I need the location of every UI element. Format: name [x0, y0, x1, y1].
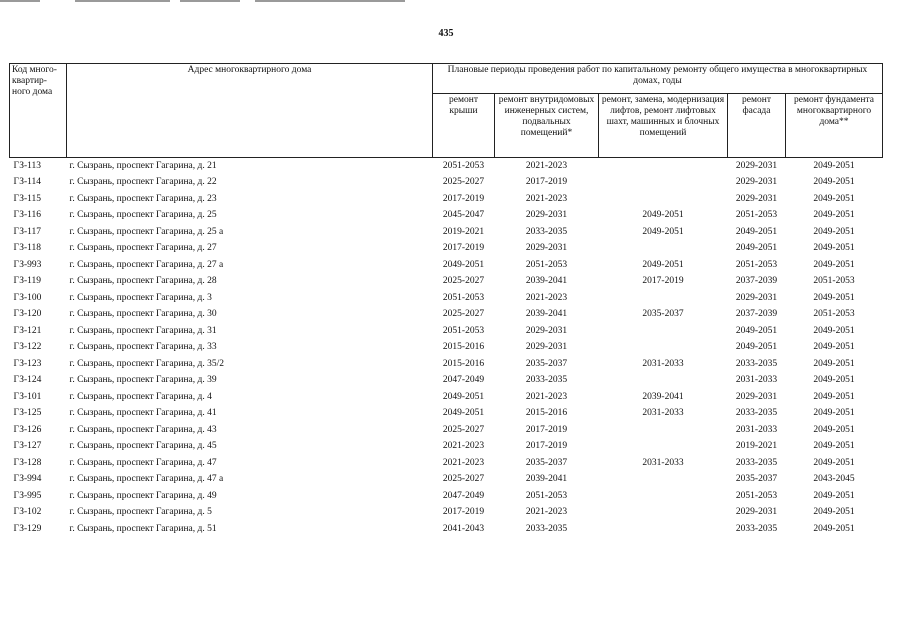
cell-code: ГЗ-117	[13, 226, 42, 237]
cell-facade: 2029-2031	[735, 160, 778, 171]
cell-engineering: 2029-2031	[525, 342, 568, 353]
cell-address: г. Сызрань, проспект Гагарина, д. 5	[69, 507, 212, 518]
cell-engineering: 2033-2035	[525, 523, 568, 534]
cell-roof: 2015-2016	[442, 342, 485, 353]
cell-code: ГЗ-993	[13, 259, 42, 270]
table-row	[10, 290, 883, 307]
table-row	[10, 455, 883, 472]
cell-code: ГЗ-128	[13, 457, 42, 468]
cell-elevators	[599, 191, 728, 208]
cell-foundation: 2049-2051	[813, 375, 855, 386]
cell-address: г. Сызрань, проспект Гагарина, д. 27 а	[69, 259, 224, 270]
cell-facade: 2049-2051	[735, 243, 778, 254]
cell-roof: 2025-2027	[442, 177, 485, 188]
cell-foundation: 2049-2051	[813, 259, 855, 270]
cell-engineering: 2039-2041	[525, 276, 568, 287]
cell-code: ГЗ-118	[13, 243, 42, 254]
cell-roof: 2051-2053	[442, 325, 485, 336]
cell-elevators	[599, 521, 728, 538]
cell-address: г. Сызрань, проспект Гагарина, д. 4	[69, 391, 212, 402]
cell-roof: 2017-2019	[442, 243, 485, 254]
cell-elevators: 2031-2033	[642, 408, 684, 419]
header-code: Код много-квартир-ного дома	[10, 64, 67, 158]
cell-engineering: 2035-2037	[525, 358, 568, 369]
cell-facade: 2037-2039	[735, 309, 778, 320]
cell-foundation: 2049-2051	[813, 160, 855, 171]
cell-roof: 2017-2019	[442, 193, 485, 204]
cell-roof: 2025-2027	[442, 474, 485, 485]
cell-address: г. Сызрань, проспект Гагарина, д. 31	[69, 325, 217, 336]
page-number: 435	[438, 28, 454, 39]
cell-code: ГЗ-126	[13, 424, 42, 435]
cell-address: г. Сызрань, проспект Гагарина, д. 41	[69, 408, 217, 419]
cell-facade: 2029-2031	[735, 391, 778, 402]
cell-code: ГЗ-119	[13, 276, 42, 287]
cell-facade: 2051-2053	[735, 210, 778, 221]
cell-roof: 2049-2051	[442, 391, 485, 402]
cell-roof: 2051-2053	[442, 292, 485, 303]
cell-foundation: 2049-2051	[813, 243, 855, 254]
header-roof: ремонт крыши	[433, 94, 495, 158]
capital-repair-table	[9, 63, 883, 538]
cell-engineering: 2029-2031	[525, 325, 568, 336]
scan-artifact	[255, 0, 405, 2]
cell-elevators: 2031-2033	[642, 358, 684, 369]
cell-roof: 2021-2023	[442, 457, 485, 468]
table-row	[10, 488, 883, 505]
cell-foundation: 2049-2051	[813, 408, 855, 419]
cell-address: г. Сызрань, проспект Гагарина, д. 3	[69, 292, 212, 303]
cell-address: г. Сызрань, проспект Гагарина, д. 43	[69, 424, 217, 435]
table-row	[10, 472, 883, 489]
cell-roof: 2015-2016	[442, 358, 485, 369]
cell-engineering: 2039-2041	[525, 309, 568, 320]
cell-foundation: 2049-2051	[813, 177, 855, 188]
header-facade: ремонт фасада	[728, 94, 786, 158]
cell-foundation: 2049-2051	[813, 342, 855, 353]
cell-engineering: 2039-2041	[525, 474, 568, 485]
cell-code: ГЗ-995	[13, 490, 42, 501]
cell-elevators: 2049-2051	[642, 210, 684, 221]
cell-address: г. Сызрань, проспект Гагарина, д. 49	[69, 490, 217, 501]
cell-roof: 2025-2027	[442, 276, 485, 287]
cell-engineering: 2015-2016	[525, 408, 568, 419]
cell-engineering: 2029-2031	[525, 243, 568, 254]
cell-engineering: 2017-2019	[525, 424, 568, 435]
cell-address: г. Сызрань, проспект Гагарина, д. 51	[69, 523, 217, 534]
cell-roof: 2045-2047	[442, 210, 485, 221]
cell-code: ГЗ-115	[13, 193, 42, 204]
cell-address: г. Сызрань, проспект Гагарина, д. 27	[69, 243, 217, 254]
cell-facade: 2033-2035	[735, 408, 778, 419]
cell-foundation: 2049-2051	[813, 523, 855, 534]
cell-roof: 2021-2023	[442, 441, 485, 452]
table-row	[10, 257, 883, 274]
table-row	[10, 323, 883, 340]
cell-elevators: 2035-2037	[642, 309, 684, 320]
cell-code: ГЗ-124	[13, 375, 42, 386]
cell-foundation: 2049-2051	[813, 358, 855, 369]
cell-foundation: 2049-2051	[813, 292, 855, 303]
cell-roof: 2047-2049	[442, 490, 485, 501]
scan-artifact	[0, 0, 40, 2]
cell-elevators	[599, 241, 728, 258]
cell-engineering: 2017-2019	[525, 441, 568, 452]
cell-roof: 2051-2053	[442, 160, 485, 171]
cell-roof: 2041-2043	[442, 523, 485, 534]
cell-facade: 2051-2053	[735, 490, 778, 501]
cell-address: г. Сызрань, проспект Гагарина, д. 47	[69, 457, 217, 468]
cell-facade: 2051-2053	[735, 259, 778, 270]
cell-elevators	[599, 373, 728, 390]
cell-code: ГЗ-129	[13, 523, 42, 534]
cell-elevators: 2049-2051	[642, 259, 684, 270]
cell-address: г. Сызрань, проспект Гагарина, д. 35/2	[69, 358, 224, 369]
cell-foundation: 2043-2045	[813, 474, 855, 485]
cell-foundation: 2051-2053	[813, 276, 855, 287]
cell-roof: 2047-2049	[442, 375, 485, 386]
cell-address: г. Сызрань, проспект Гагарина, д. 45	[69, 441, 217, 452]
table-row	[10, 208, 883, 225]
cell-foundation: 2049-2051	[813, 226, 855, 237]
table-body	[10, 158, 883, 538]
cell-code: ГЗ-116	[13, 210, 42, 221]
table-row	[10, 340, 883, 357]
table-row	[10, 356, 883, 373]
cell-code: ГЗ-120	[13, 309, 42, 320]
cell-facade: 2031-2033	[735, 375, 778, 386]
table-row	[10, 307, 883, 324]
cell-roof: 2019-2021	[442, 226, 485, 237]
cell-facade: 2029-2031	[735, 193, 778, 204]
cell-engineering: 2051-2053	[525, 259, 568, 270]
cell-code: ГЗ-121	[13, 325, 42, 336]
cell-roof: 2025-2027	[442, 309, 485, 320]
cell-foundation: 2049-2051	[813, 391, 855, 402]
cell-roof: 2049-2051	[442, 408, 485, 419]
cell-foundation: 2049-2051	[813, 457, 855, 468]
header-engineering: ремонт внутридомовых инженерных систем, подвальных помещений*	[495, 94, 599, 158]
cell-elevators	[599, 472, 728, 489]
cell-facade: 2037-2039	[735, 276, 778, 287]
cell-engineering: 2021-2023	[525, 160, 568, 171]
cell-engineering: 2035-2037	[525, 457, 568, 468]
cell-foundation: 2049-2051	[813, 325, 855, 336]
cell-engineering: 2017-2019	[525, 177, 568, 188]
cell-roof: 2049-2051	[442, 259, 485, 270]
cell-address: г. Сызрань, проспект Гагарина, д. 21	[69, 160, 217, 171]
cell-roof: 2025-2027	[442, 424, 485, 435]
cell-facade: 2029-2031	[735, 177, 778, 188]
cell-roof: 2017-2019	[442, 507, 485, 518]
cell-elevators: 2031-2033	[642, 457, 684, 468]
cell-facade: 2029-2031	[735, 507, 778, 518]
cell-facade: 2049-2051	[735, 226, 778, 237]
cell-facade: 2029-2031	[735, 292, 778, 303]
cell-address: г. Сызрань, проспект Гагарина, д. 23	[69, 193, 217, 204]
cell-facade: 2049-2051	[735, 325, 778, 336]
cell-engineering: 2021-2023	[525, 193, 568, 204]
cell-foundation: 2049-2051	[813, 507, 855, 518]
cell-elevators	[599, 158, 728, 175]
table-row	[10, 241, 883, 258]
table-row	[10, 274, 883, 291]
cell-elevators	[599, 439, 728, 456]
cell-facade: 2019-2021	[735, 441, 778, 452]
cell-elevators	[599, 488, 728, 505]
header-periods: Плановые периоды проведения работ по капитальному ремонту общего имущества в многоквартирных домах, годы	[433, 64, 883, 94]
cell-code: ГЗ-100	[13, 292, 42, 303]
cell-facade: 2033-2035	[735, 358, 778, 369]
table-row	[10, 175, 883, 192]
cell-foundation: 2049-2051	[813, 210, 855, 221]
cell-elevators: 2017-2019	[642, 276, 684, 287]
cell-facade: 2049-2051	[735, 342, 778, 353]
cell-engineering: 2051-2053	[525, 490, 568, 501]
cell-engineering: 2033-2035	[525, 226, 568, 237]
cell-elevators	[599, 175, 728, 192]
cell-foundation: 2049-2051	[813, 441, 855, 452]
cell-address: г. Сызрань, проспект Гагарина, д. 22	[69, 177, 217, 188]
cell-elevators: 2049-2051	[642, 226, 684, 237]
table-row	[10, 521, 883, 538]
cell-engineering: 2021-2023	[525, 507, 568, 518]
table-row	[10, 406, 883, 423]
cell-facade: 2031-2033	[735, 424, 778, 435]
cell-foundation: 2049-2051	[813, 424, 855, 435]
cell-facade: 2033-2035	[735, 457, 778, 468]
cell-engineering: 2033-2035	[525, 375, 568, 386]
table-row	[10, 158, 883, 175]
cell-code: ГЗ-125	[13, 408, 42, 419]
cell-elevators: 2039-2041	[642, 391, 684, 402]
table-row	[10, 191, 883, 208]
cell-foundation: 2049-2051	[813, 490, 855, 501]
cell-engineering: 2021-2023	[525, 391, 568, 402]
cell-foundation: 2051-2053	[813, 309, 855, 320]
cell-engineering: 2021-2023	[525, 292, 568, 303]
cell-address: г. Сызрань, проспект Гагарина, д. 33	[69, 342, 217, 353]
cell-address: г. Сызрань, проспект Гагарина, д. 47 а	[69, 474, 224, 485]
cell-elevators	[599, 290, 728, 307]
cell-code: ГЗ-101	[13, 391, 42, 402]
cell-foundation: 2049-2051	[813, 193, 855, 204]
cell-address: г. Сызрань, проспект Гагарина, д. 39	[69, 375, 217, 386]
cell-address: г. Сызрань, проспект Гагарина, д. 28	[69, 276, 217, 287]
cell-address: г. Сызрань, проспект Гагарина, д. 25	[69, 210, 217, 221]
cell-code: ГЗ-123	[13, 358, 42, 369]
header-foundation: ремонт фундамента многоквартирного дома**	[786, 94, 883, 158]
table-row	[10, 439, 883, 456]
table-row	[10, 422, 883, 439]
cell-address: г. Сызрань, проспект Гагарина, д. 25 а	[69, 226, 224, 237]
cell-elevators	[599, 340, 728, 357]
cell-elevators	[599, 422, 728, 439]
table-row	[10, 389, 883, 406]
table-row	[10, 224, 883, 241]
header-address: Адрес многоквартирного дома	[67, 64, 433, 158]
cell-code: ГЗ-127	[13, 441, 42, 452]
scan-artifact	[180, 0, 240, 2]
cell-elevators	[599, 505, 728, 522]
cell-facade: 2035-2037	[735, 474, 778, 485]
cell-elevators	[599, 323, 728, 340]
cell-engineering: 2029-2031	[525, 210, 568, 221]
cell-address: г. Сызрань, проспект Гагарина, д. 30	[69, 309, 217, 320]
cell-code: ГЗ-994	[13, 474, 42, 485]
cell-code: ГЗ-122	[13, 342, 42, 353]
cell-facade: 2033-2035	[735, 523, 778, 534]
table-row	[10, 505, 883, 522]
scan-artifact	[75, 0, 170, 2]
header-elevators: ремонт, замена, модернизация лифтов, ремонт лифтовых шахт, машинных и блочных помещений	[599, 94, 728, 158]
cell-code: ГЗ-114	[13, 177, 42, 188]
cell-code: ГЗ-113	[13, 160, 42, 171]
cell-code: ГЗ-102	[13, 507, 42, 518]
table-row	[10, 373, 883, 390]
